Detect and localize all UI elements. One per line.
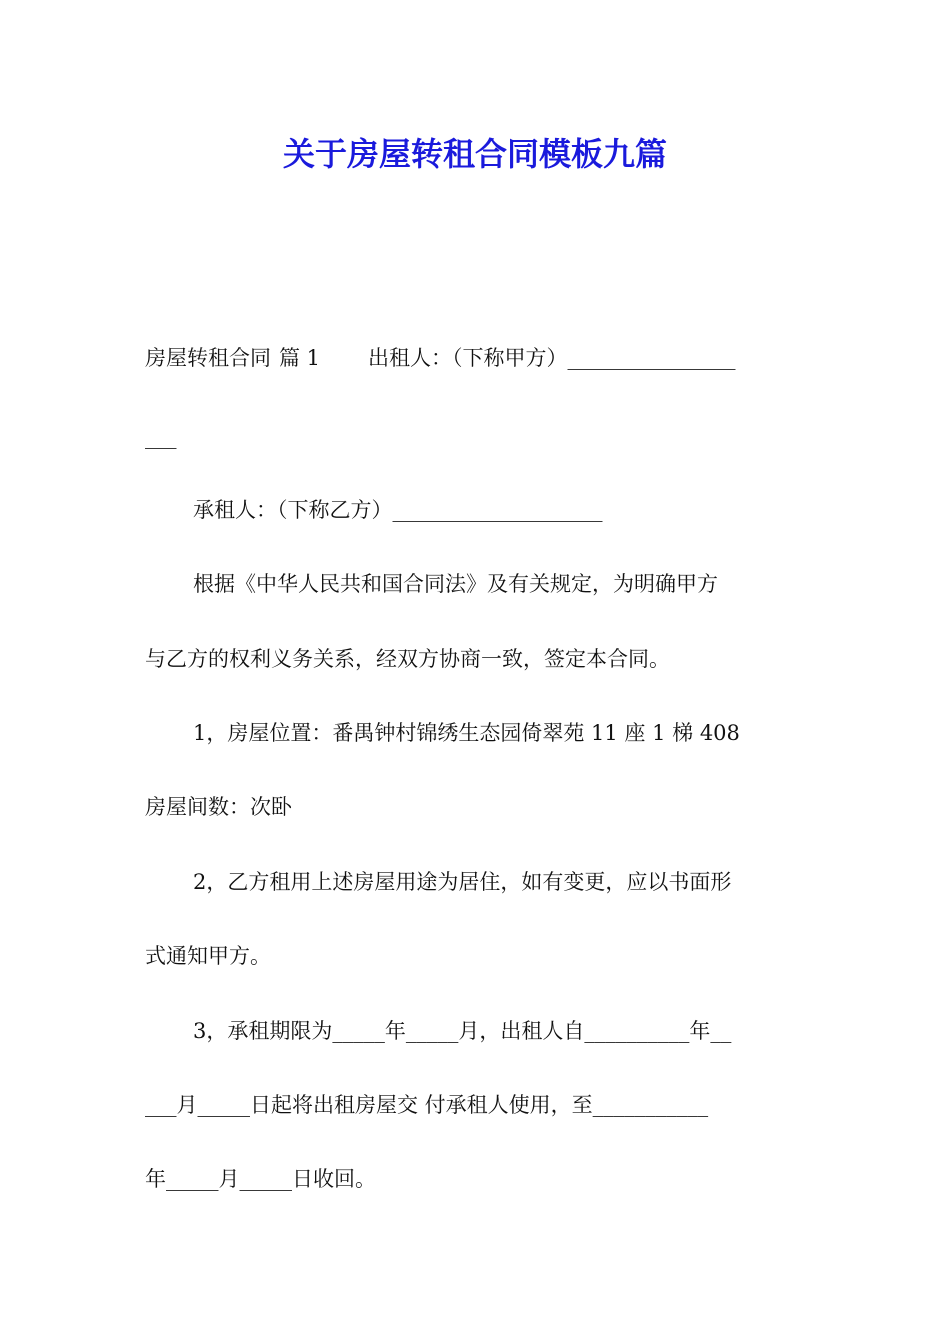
clause-3-line-1: 3，承租期限为_____年_____月，出租人自__________年__ — [193, 1019, 732, 1043]
preamble-line-2: 与乙方的权利义务关系，经双方协商一致，签定本合同。 — [145, 647, 670, 671]
paragraph-line-1 — [145, 343, 810, 373]
clause-1-line-1: 1，房屋位置：番禺钟村锦绣生态园倚翠苑 11 座 1 梯 408 — [193, 721, 740, 745]
preamble-line-1: 根据《中华人民共和国合同法》及有关规定，为明确甲方 — [193, 572, 718, 596]
clause-3-line-3: 年_____月_____日收回。 — [145, 1167, 376, 1191]
clause-2-line-1: 2，乙方租用上述房屋用途为居住，如有变更，应以书面形 — [193, 870, 732, 894]
clause-3-line-2: ___月_____日起将出租房屋交 付承租人使用，至___________ — [145, 1093, 709, 1117]
clause-1-line-2: 房屋间数：次卧 — [145, 795, 292, 819]
paragraph-line-2: ___ — [145, 425, 177, 449]
contract-section-number: 篇 1 — [279, 346, 321, 370]
lessor-field: 出租人：（下称甲方）________________ — [368, 346, 736, 370]
contract-heading: 房屋转租合同 — [145, 346, 271, 370]
lessee-field: 承租人：（下称乙方）____________________ — [193, 498, 603, 522]
document-title: 关于房屋转租合同模板九篇 — [282, 135, 667, 173]
clause-2-line-2: 式通知甲方。 — [145, 944, 271, 968]
